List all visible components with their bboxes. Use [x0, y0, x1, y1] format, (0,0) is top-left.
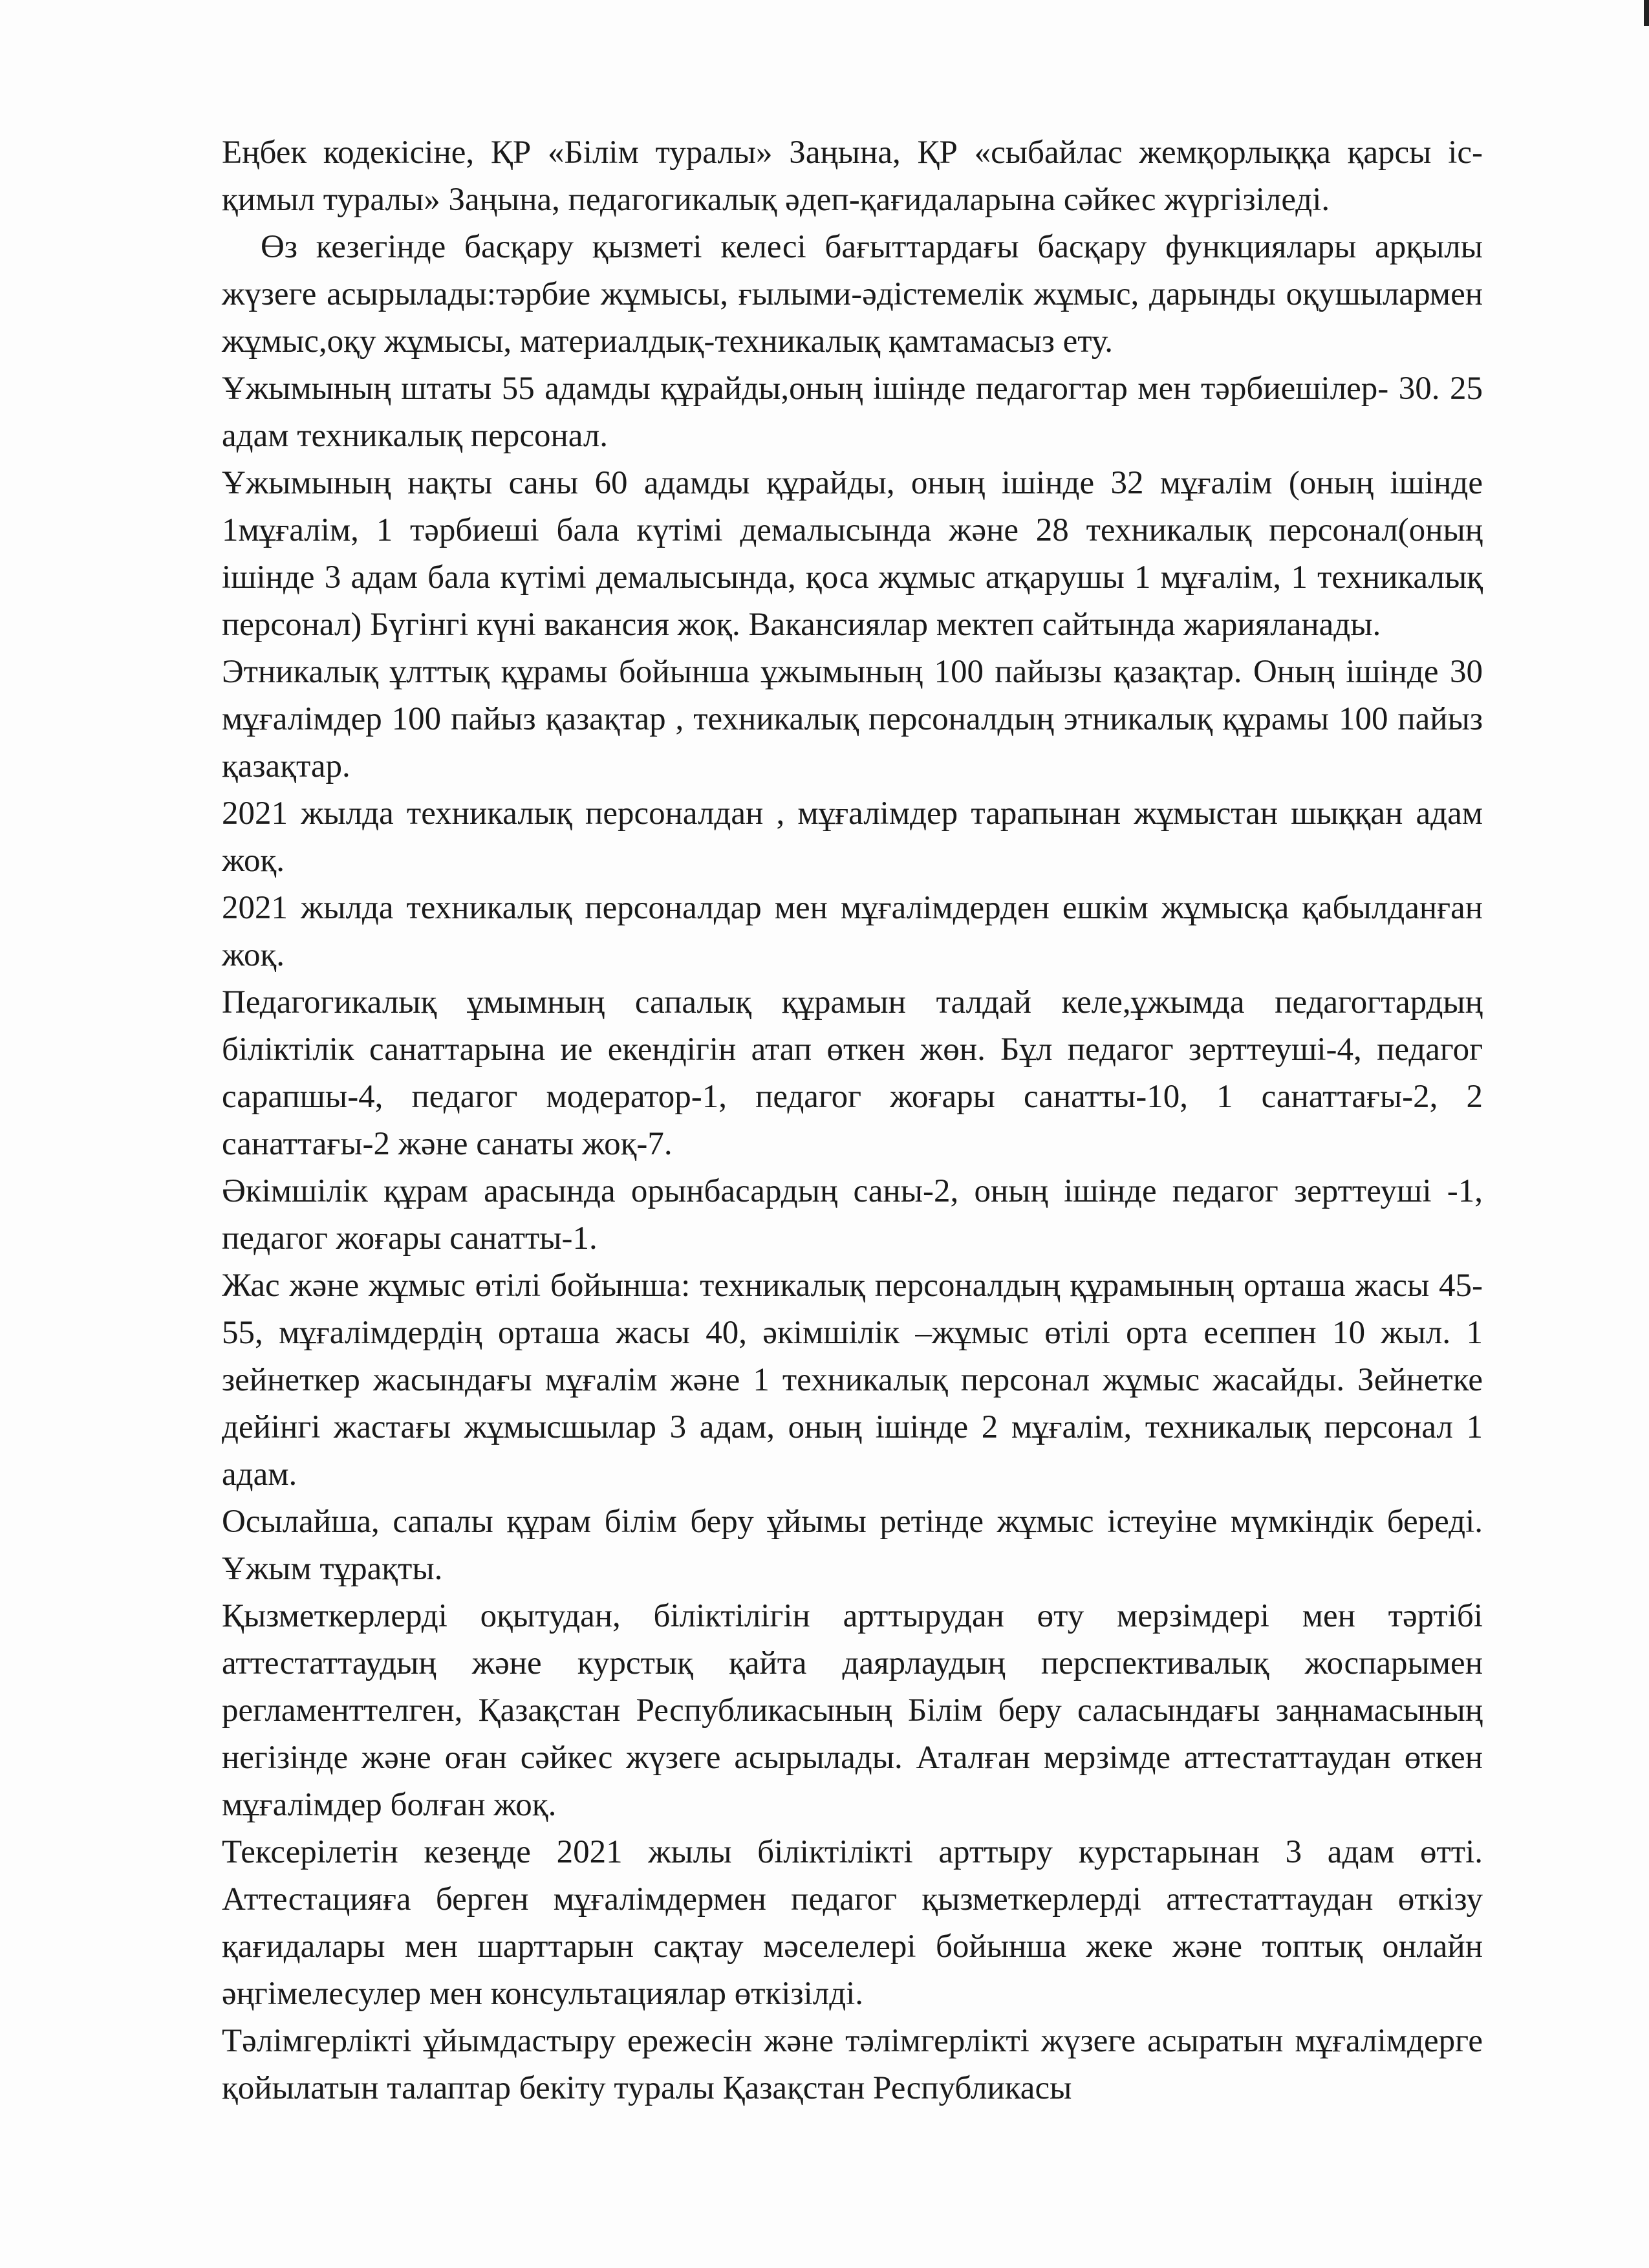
paragraph-2: Өз кезегінде басқару қызметі келесі бағыттардағы басқару функциялары арқылы жүзеге асырылады:тәрбие жұмысы, ғылыми-әдістемелік жұмыс, дарынды оқушылармен жұмыс,оқу жұмысы, материалдық-техникалық қамтамасыз ету.	[222, 229, 1483, 360]
paragraph-12: Қызметкерлерді оқытудан, біліктілігін арттырудан өту мерзімдері мен тәртібі аттестаттаудың және курстық қайта даярлаудың перспективалық жоспарымен регламенттелген, Қазақстан Республикасының Білім беру саласындағы заңнамасының негізінде және оған сәйкес жүзеге асырылады. Аталған мерзімде аттестаттаудан өткен мұғалімдер болған жоқ.	[222, 1598, 1483, 1823]
paragraph-11: Осылайша, сапалы құрам білім беру ұйымы ретінде жұмыс істеуіне мүмкіндік береді. Ұжым тұрақты.	[222, 1504, 1483, 1587]
paragraph-4: Ұжымының нақты саны 60 адамды құрайды, оның ішінде 32 мұғалім (оның ішінде 1мұғалім, 1 тәрбиеші бала күтімі демалысында және 28 техникалық персонал(оның ішінде 3 адам бала күтімі демалысында, қоса жұмыс атқарушы 1 мұғалім, 1 техникалық персонал) Бүгінгі күні вакансия жоқ. Вакансиялар мектеп сайтында жарияланады.	[222, 465, 1483, 643]
paragraph-10: Жас және жұмыс өтілі бойынша: техникалық персоналдың құрамының орташа жасы 45-55, мұғалімдердің орташа жасы 40, әкімшілік –жұмыс өтілі орта есеппен 10 жыл. 1 зейнеткер жасындағы мұғалім және 1 техникалық персонал жұмыс жасайды. Зейнетке дейінгі жастағы жұмысшылар 3 адам, оның ішінде 2 мұғалім, техникалық персонал 1 адам.	[222, 1268, 1483, 1493]
paragraph-3: Ұжымының штаты 55 адамды құрайды,оның ішінде педагогтар мен тәрбиешілер- 30. 25 адам техникалық персонал.	[222, 371, 1483, 454]
paragraph-9: Әкімшілік құрам арасында орынбасардың саны-2, оның ішінде педагог зерттеуші -1, педагог жоғары санатты-1.	[222, 1173, 1483, 1257]
paragraph-1: Еңбек кодекісіне, ҚР «Білім туралы» Заңына, ҚР «сыбайлас жемқорлыққа қарсы іс-қимыл туралы» Заңына, педагогикалық әдеп-қағидаларына сәйкес жүргізіледі.	[222, 135, 1483, 218]
paragraph-7: 2021 жылда техникалық персоналдар мен мұғалімдерден ешкім жұмысқа қабылданған жоқ.	[222, 890, 1483, 973]
paragraph-6: 2021 жылда техникалық персоналдан , мұғалімдер тарапынан жұмыстан шыққан адам жоқ.	[222, 795, 1483, 879]
paragraph-8: Педагогикалық ұмымның сапалық құрамын талдай келе,ұжымда педагогтардың біліктілік санаттарына ие екендігін атап өткен жөн. Бұл педагог зерттеуші-4, педагог сарапшы-4, педагог модератор-1, педагог жоғары санатты-10, 1 санаттағы-2, 2 санаттағы-2 және санаты жоқ-7.	[222, 984, 1483, 1162]
paragraph-5: Этникалық ұлттық құрамы бойынша ұжымының 100 пайызы қазақтар. Оның ішінде 30 мұғалімдер 100 пайыз қазақтар , техникалық персоналдың этникалық құрамы 100 пайыз қазақтар.	[222, 654, 1483, 784]
paragraph-13: Тексерілетін кезеңде 2021 жылы біліктілікті арттыру курстарынан 3 адам өтті. Аттестацияға берген мұғалімдермен педагог қызметкерлерді аттестаттаудан өткізу қағидалары мен шарттарын сақтау мәселелері бойынша жеке және топтық онлайн әңгімелесулер мен консультациялар өткізілді.	[222, 1834, 1483, 2012]
paragraph-14: Тәлімгерлікті ұйымдастыру ережесін және тәлімгерлікті жүзеге асыратын мұғалімдерге қойылатын талаптар бекіту туралы Қазақстан Республикасы	[222, 2023, 1483, 2106]
document-body	[222, 129, 1483, 2112]
scan-edge-mark	[1644, 0, 1649, 26]
